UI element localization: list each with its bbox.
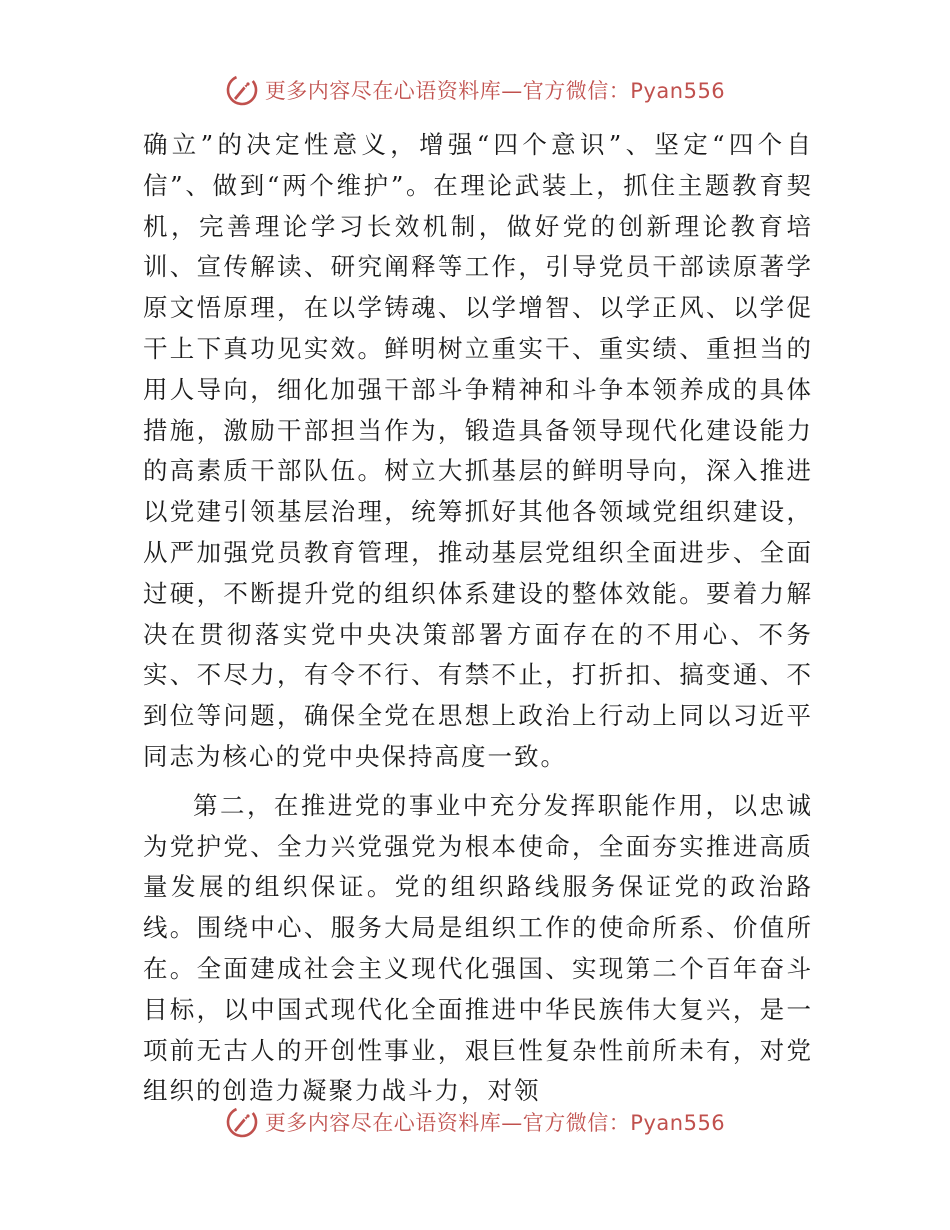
document-body: [143, 125, 813, 1112]
header-banner: [0, 70, 950, 110]
paragraph-continued: 确立”的决定性意义，增强“四个意识”、坚定“四个自信”、做到“两个维护”。在理论武装上，抓住主题教育契机，完善理论学习长效机制，做好党的创新理论教育培训、宣传解读、研究阐释等工作，引导党员干部读原著学原文悟原理，在以学铸魂、以学增智、以学正风、以学促干上下真功见实效。鲜明树立重实干、重实绩、重担当的用人导向，细化加强干部斗争精神和斗争本领养成的具体措施，激励干部担当作为，锻造具备领导现代化建设能力的高素质干部队伍。树立大抓基层的鲜明导向，深入推进以党建引领基层治理，统筹抓好其他各领域党组织建设，从严加强党员教育管理，推动基层党组织全面进步、全面过硬，不断提升党的组织体系建设的整体效能。要着力解决在贯彻落实党中央决策部署方面存在的不用心、不务实、不尽力，有令不行、有禁不止，打折扣、搞变通、不到位等问题，确保全党在思想上政治上行动上同以习近平同志为核心的党中央保持高度一致。: [143, 130, 813, 771]
banner-text: 更多内容尽在心语资料库—官方微信：Pyan556: [264, 79, 726, 103]
paragraph-second-point: 第二，在推进党的事业中充分发挥职能作用，以忠诚为党护党、全力兴党强党为根本使命，全面夯实推进高质量发展的组织保证。党的组织路线服务保证党的政治路线。围绕中心、服务大局是组织工作的使命所系、价值所在。全面建成社会主义现代化强国、实现第二个百年奋斗目标，以中国式现代化全面推进中华民族伟大复兴，是一项前无古人的开创性事业，艰巨性复杂性前所未有，对党组织的创造力凝聚力战斗力，对领: [143, 790, 813, 1106]
banner-text: 更多内容尽在心语资料库—官方微信：Pyan556: [264, 1111, 726, 1135]
footer-banner: [0, 1102, 950, 1142]
pen-nib-logo-icon: [225, 73, 259, 107]
pen-nib-logo-icon: [225, 1105, 259, 1139]
